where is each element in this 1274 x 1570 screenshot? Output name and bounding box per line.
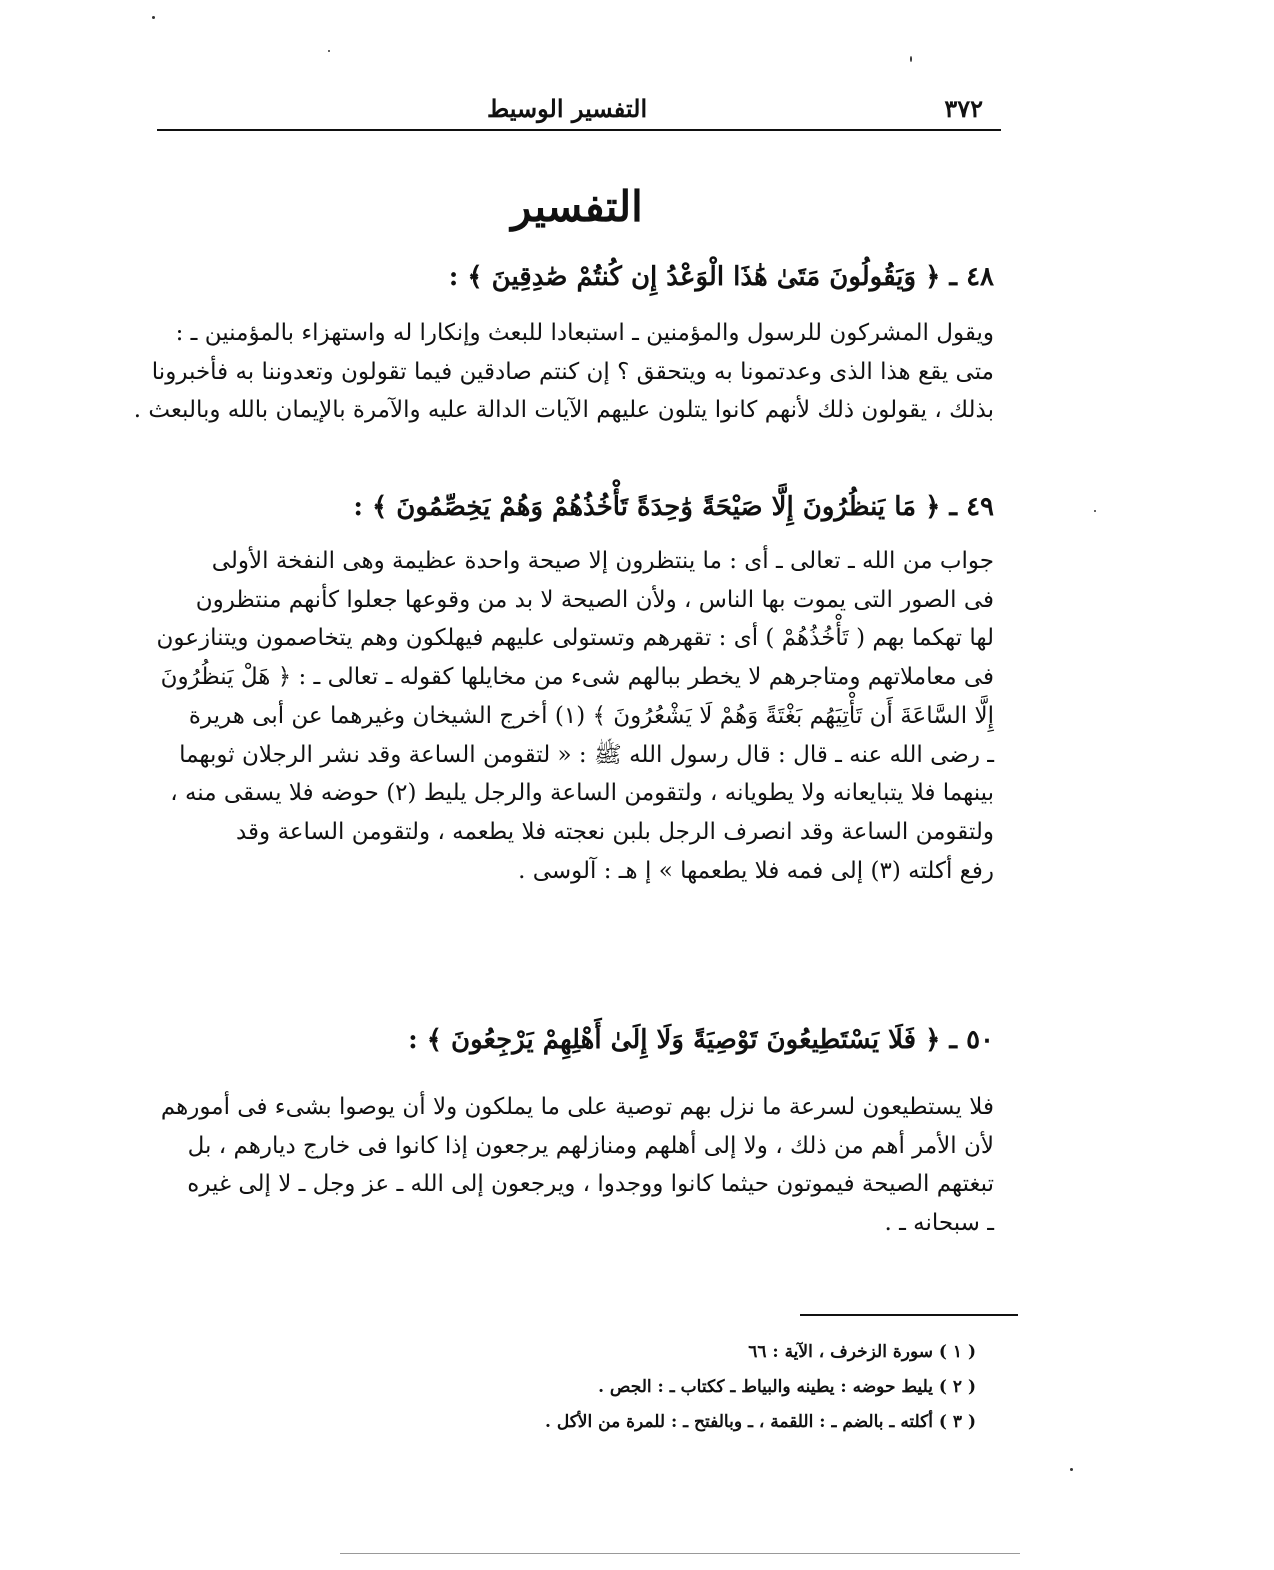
commentary-line: جواب من الله ـ تعالى ـ أى : ما ينتظرون إلا صيحة واحدة عظيمة وهى النفخة الأولى	[211, 548, 994, 574]
running-header	[157, 88, 1001, 128]
book-title: التفسير الوسيط	[487, 93, 648, 123]
commentary-line: رفع أكلته (٣) إلى فمه فلا يطعمها » إ هـ : آلوسى .	[518, 857, 994, 884]
commentary-line: بذلك ، يقولون ذلك لأنهم كانوا يتلون عليهم الآيات الدالة عليه والآمرة بالإيمان بالله وبالبعث .	[133, 397, 994, 424]
commentary-line: فى معاملاتهم ومتاجرهم لا يخطر ببالهم شىء من مخايلها كقوله ـ تعالى ـ : ﴿ هَلْ يَنظُرُونَ	[160, 664, 994, 691]
verse-50-commentary	[160, 1088, 994, 1243]
scan-speck	[152, 16, 155, 19]
verse-49-commentary	[156, 542, 994, 890]
commentary-line: تبغتهم الصيحة فيموتون حيثما كانوا ووجدوا ، ويرجعون إلى الله ـ عز وجل ـ لا إلى غيره	[187, 1171, 994, 1198]
header-rule	[157, 129, 1001, 131]
footnotes	[420, 1335, 976, 1440]
section-title: التفسير	[511, 182, 643, 231]
verse-48-commentary	[133, 314, 994, 430]
scan-bottom-rule	[340, 1553, 1020, 1554]
commentary-line: لها تهكما بهم ( تَأْخُذُهُمْ ) أى : تقهرهم وتستولى عليهم فيهلكون وهم يتخاصمون ويتنازعون	[156, 625, 994, 652]
verse-49-line: ٤٩ ـ ﴿ مَا يَنظُرُونَ إِلَّا صَيْحَةً وَٰحِدَةً تَأْخُذُهُمْ وَهُمْ يَخِصِّمُونَ ﴾ :	[353, 492, 994, 522]
commentary-line: لأن الأمر أهم من ذلك ، ولا إلى أهلهم ومنازلهم يرجعون إذا كانوا فى خارج ديارهم ، بل	[187, 1132, 994, 1159]
commentary-line: فلا يستطيعون لسرعة ما نزل بهم توصية على ما يملكون ولا أن يوصوا بشىء فى أمورهم	[160, 1094, 994, 1120]
commentary-line: ـ سبحانه ـ .	[884, 1210, 994, 1237]
commentary-line: ولتقومن الساعة وقد انصرف الرجل بلبن نعجته فلا يطعمه ، ولتقومن الساعة وقد	[235, 818, 994, 845]
footnote-1: ( ١ ) سورة الزخرف ، الآية : ٦٦	[748, 1342, 976, 1362]
footnote-separator	[800, 1314, 1018, 1316]
scan-speck	[328, 50, 330, 52]
verse-48-line: ٤٨ ـ ﴿ وَيَقُولُونَ مَتَىٰ هَٰذَا الْوَعْدُ إِن كُنتُمْ صَٰدِقِينَ ﴾ :	[448, 262, 994, 292]
footnote-2: ( ٢ ) يليط حوضه : يطينه والبياط ـ ككتاب ـ : الجص .	[598, 1377, 976, 1397]
commentary-line: بينهما فلا يتبايعانه ولا يطويانه ، ولتقومن الساعة والرجل يليط (٢) حوضه فلا يسقى منه ،	[170, 780, 994, 807]
scan-speck	[1094, 510, 1096, 512]
verse-50-line: ٥٠ ـ ﴿ فَلَا يَسْتَطِيعُونَ تَوْصِيَةً وَلَا إِلَىٰ أَهْلِهِمْ يَرْجِعُونَ ﴾ :	[408, 1025, 994, 1055]
commentary-line: إِلَّا السَّاعَةَ أَن تَأْتِيَهُم بَغْتَةً وَهُمْ لَا يَشْعُرُونَ ﴾ (١) أخرج الشيخان وغيرهما عن أبى هريرة	[188, 702, 994, 729]
page-number: ٣٧٢	[944, 93, 983, 123]
footnote-3: ( ٣ ) أكلته ـ بالضم ـ : اللقمة ، ـ وبالفتح ـ : للمرة من الأكل .	[545, 1412, 976, 1432]
scan-speck	[1070, 1468, 1073, 1471]
commentary-line: متى يقع هذا الذى وعدتمونا به ويتحقق ؟ إن كنتم صادقين فيما تقولون وتعدوننا به فأخبرونا	[151, 358, 994, 385]
commentary-line: فى الصور التى يموت بها الناس ، ولأن الصيحة لا بد من وقوعها جعلوا كأنهم منتظرون	[195, 586, 994, 613]
commentary-line: ـ رضى الله عنه ـ قال : قال رسول الله ﷺ : « لتقومن الساعة وقد نشر الرجلان ثوبهما	[179, 741, 994, 768]
commentary-line: ويقول المشركون للرسول والمؤمنين ـ استبعادا للبعث وإنكارا له واستهزاء بالمؤمنين ـ :	[175, 320, 994, 346]
scan-speck	[910, 56, 912, 62]
